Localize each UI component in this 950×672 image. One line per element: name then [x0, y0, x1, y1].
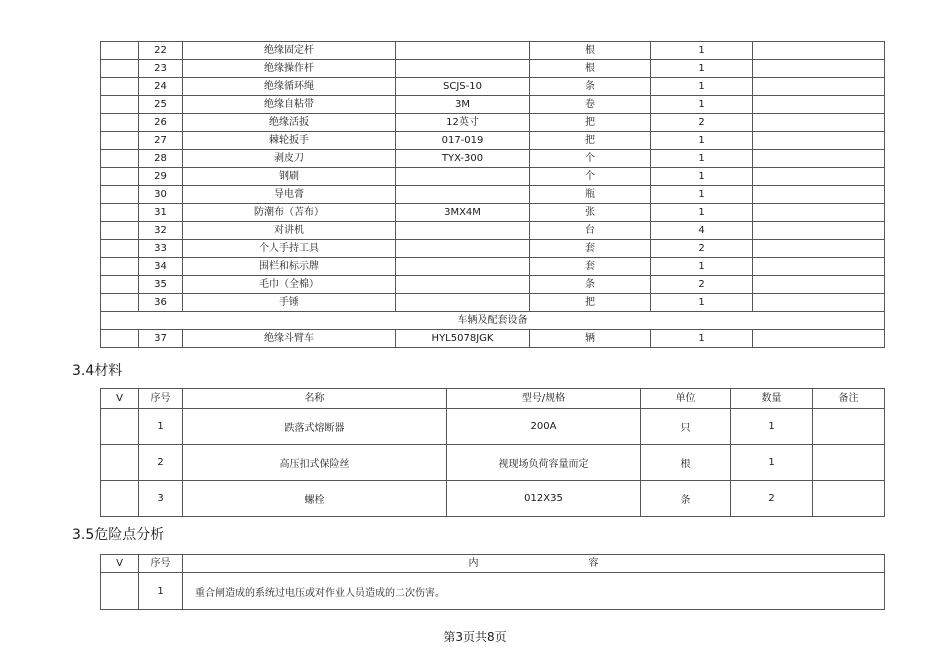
section-label: 车辆及配套设备: [101, 312, 885, 330]
hazards-header-row: [101, 555, 885, 573]
table-row: [101, 573, 885, 610]
name-cell: 围栏和标示牌: [183, 258, 396, 276]
materials-header-row: [101, 389, 885, 409]
no-cell: 31: [139, 204, 183, 222]
check-cell: [101, 258, 139, 276]
qty-cell: 1: [651, 150, 753, 168]
unit-cell: 只: [641, 409, 731, 445]
col-no: 序号: [139, 555, 183, 573]
unit-cell: 根: [530, 60, 651, 78]
unit-cell: 条: [530, 78, 651, 96]
name-cell: 绝缘自粘带: [183, 96, 396, 114]
model-cell: [396, 294, 530, 312]
table-row: [101, 132, 885, 150]
no-cell: 27: [139, 132, 183, 150]
col-check: V: [101, 555, 139, 573]
model-cell: 视现场负荷容量而定: [447, 445, 641, 481]
unit-cell: 个: [530, 168, 651, 186]
no-cell: 3: [139, 481, 183, 517]
check-cell: [101, 78, 139, 96]
table-row: [101, 204, 885, 222]
check-cell: [101, 240, 139, 258]
check-cell: [101, 168, 139, 186]
remark-cell: [753, 114, 885, 132]
tools-table: [100, 41, 885, 348]
check-cell: [101, 409, 139, 445]
name-cell: 绝缘操作杆: [183, 60, 396, 78]
table-row: [101, 258, 885, 276]
hazards-section-title: 3.5危险点分析: [72, 527, 165, 543]
table-row: [101, 445, 885, 481]
name-cell: 棘轮扳手: [183, 132, 396, 150]
model-cell: 12英寸: [396, 114, 530, 132]
no-cell: 23: [139, 60, 183, 78]
no-cell: 26: [139, 114, 183, 132]
remark-cell: [753, 240, 885, 258]
unit-cell: 条: [530, 276, 651, 294]
name-cell: 对讲机: [183, 222, 396, 240]
qty-cell: 1: [651, 186, 753, 204]
col-unit: 单位: [641, 389, 731, 409]
no-cell: 1: [139, 409, 183, 445]
qty-cell: 4: [651, 222, 753, 240]
name-cell: 剥皮刀: [183, 150, 396, 168]
check-cell: [101, 276, 139, 294]
check-cell: [101, 132, 139, 150]
qty-cell: 1: [651, 168, 753, 186]
content-cell: 重合闸造成的系统过电压或对作业人员造成的二次伤害。: [183, 573, 885, 610]
unit-cell: 套: [530, 258, 651, 276]
model-cell: 012X35: [447, 481, 641, 517]
table-row: [101, 114, 885, 132]
qty-cell: 1: [731, 409, 813, 445]
qty-cell: 1: [651, 96, 753, 114]
model-cell: [396, 168, 530, 186]
unit-cell: 根: [641, 445, 731, 481]
check-cell: [101, 96, 139, 114]
table-row: [101, 60, 885, 78]
remark-cell: [753, 204, 885, 222]
content-label-a: 内: [468, 558, 479, 569]
remark-cell: [753, 150, 885, 168]
no-cell: 32: [139, 222, 183, 240]
model-cell: 3M: [396, 96, 530, 114]
no-cell: 1: [139, 573, 183, 610]
remark-cell: [753, 42, 885, 60]
model-cell: 200A: [447, 409, 641, 445]
unit-cell: 台: [530, 222, 651, 240]
no-cell: 30: [139, 186, 183, 204]
no-cell: 25: [139, 96, 183, 114]
materials-table: [100, 388, 885, 517]
col-qty: 数量: [731, 389, 813, 409]
no-cell: 36: [139, 294, 183, 312]
no-cell: 29: [139, 168, 183, 186]
remark-cell: [813, 409, 885, 445]
remark-cell: [753, 132, 885, 150]
qty-cell: 1: [651, 78, 753, 96]
col-model: 型号/规格: [447, 389, 641, 409]
no-cell: 22: [139, 42, 183, 60]
model-cell: TYX-300: [396, 150, 530, 168]
check-cell: [101, 330, 139, 348]
remark-cell: [813, 445, 885, 481]
unit-cell: 把: [530, 294, 651, 312]
name-cell: 绝缘固定杆: [183, 42, 396, 60]
model-cell: [396, 186, 530, 204]
remark-cell: [753, 186, 885, 204]
remark-cell: [753, 60, 885, 78]
qty-cell: 2: [651, 276, 753, 294]
remark-cell: [753, 258, 885, 276]
remark-cell: [753, 96, 885, 114]
check-cell: [101, 186, 139, 204]
model-cell: [396, 240, 530, 258]
no-cell: 34: [139, 258, 183, 276]
model-cell: [396, 222, 530, 240]
check-cell: [101, 114, 139, 132]
qty-cell: 1: [651, 132, 753, 150]
qty-cell: 1: [651, 204, 753, 222]
name-cell: 导电膏: [183, 186, 396, 204]
unit-cell: 把: [530, 132, 651, 150]
remark-cell: [753, 276, 885, 294]
remark-cell: [753, 222, 885, 240]
remark-cell: [753, 78, 885, 96]
table-row: [101, 294, 885, 312]
hazards-table: [100, 554, 885, 610]
table-row: [101, 222, 885, 240]
no-cell: 33: [139, 240, 183, 258]
name-cell: 绝缘活扳: [183, 114, 396, 132]
check-cell: [101, 294, 139, 312]
qty-cell: 1: [651, 60, 753, 78]
name-cell: 绝缘循环绳: [183, 78, 396, 96]
no-cell: 35: [139, 276, 183, 294]
unit-cell: 根: [530, 42, 651, 60]
model-cell: 017-019: [396, 132, 530, 150]
unit-cell: 瓶: [530, 186, 651, 204]
qty-cell: 1: [651, 330, 753, 348]
no-cell: 28: [139, 150, 183, 168]
table-row: [101, 481, 885, 517]
check-cell: [101, 42, 139, 60]
model-cell: [396, 276, 530, 294]
unit-cell: 条: [641, 481, 731, 517]
model-cell: [396, 42, 530, 60]
unit-cell: 卷: [530, 96, 651, 114]
check-cell: [101, 222, 139, 240]
name-cell: 毛巾（全棉）: [183, 276, 396, 294]
unit-cell: 辆: [530, 330, 651, 348]
check-cell: [101, 60, 139, 78]
name-cell: 防潮布（苫布）: [183, 204, 396, 222]
qty-cell: 1: [731, 445, 813, 481]
name-cell: 螺栓: [183, 481, 447, 517]
table-row: [101, 276, 885, 294]
no-cell: 37: [139, 330, 183, 348]
model-cell: SCJS-10: [396, 78, 530, 96]
check-cell: [101, 204, 139, 222]
qty-cell: 1: [651, 294, 753, 312]
remark-cell: [753, 294, 885, 312]
section-row: [101, 312, 885, 330]
page-footer: 第3页共8页: [443, 630, 507, 644]
table-row: [101, 42, 885, 60]
check-cell: [101, 481, 139, 517]
unit-cell: 个: [530, 150, 651, 168]
qty-cell: 2: [731, 481, 813, 517]
name-cell: 绝缘斗臂车: [183, 330, 396, 348]
name-cell: 钢刷: [183, 168, 396, 186]
unit-cell: 把: [530, 114, 651, 132]
qty-cell: 2: [651, 240, 753, 258]
table-row: [101, 150, 885, 168]
col-name: 名称: [183, 389, 447, 409]
model-cell: 3MX4M: [396, 204, 530, 222]
table-row: [101, 409, 885, 445]
qty-cell: 2: [651, 114, 753, 132]
qty-cell: 1: [651, 42, 753, 60]
model-cell: [396, 258, 530, 276]
check-cell: [101, 445, 139, 481]
name-cell: 高压扣式保险丝: [183, 445, 447, 481]
table-row: [101, 186, 885, 204]
col-no: 序号: [139, 389, 183, 409]
table-row: [101, 78, 885, 96]
qty-cell: 1: [651, 258, 753, 276]
no-cell: 2: [139, 445, 183, 481]
remark-cell: [753, 168, 885, 186]
remark-cell: [813, 481, 885, 517]
model-cell: [396, 60, 530, 78]
unit-cell: 张: [530, 204, 651, 222]
name-cell: 跌落式熔断器: [183, 409, 447, 445]
table-row: [101, 96, 885, 114]
remark-cell: [753, 330, 885, 348]
table-row: [101, 168, 885, 186]
no-cell: 24: [139, 78, 183, 96]
content-label-b: 容: [588, 558, 599, 569]
table-row: [101, 330, 885, 348]
check-cell: [101, 573, 139, 610]
check-cell: [101, 150, 139, 168]
materials-section-title: 3.4材料: [72, 363, 123, 379]
unit-cell: 套: [530, 240, 651, 258]
model-cell: HYL5078JGK: [396, 330, 530, 348]
col-remark: 备注: [813, 389, 885, 409]
name-cell: 手锤: [183, 294, 396, 312]
col-check: V: [101, 389, 139, 409]
col-content: [183, 555, 885, 573]
name-cell: 个人手持工具: [183, 240, 396, 258]
table-row: [101, 240, 885, 258]
